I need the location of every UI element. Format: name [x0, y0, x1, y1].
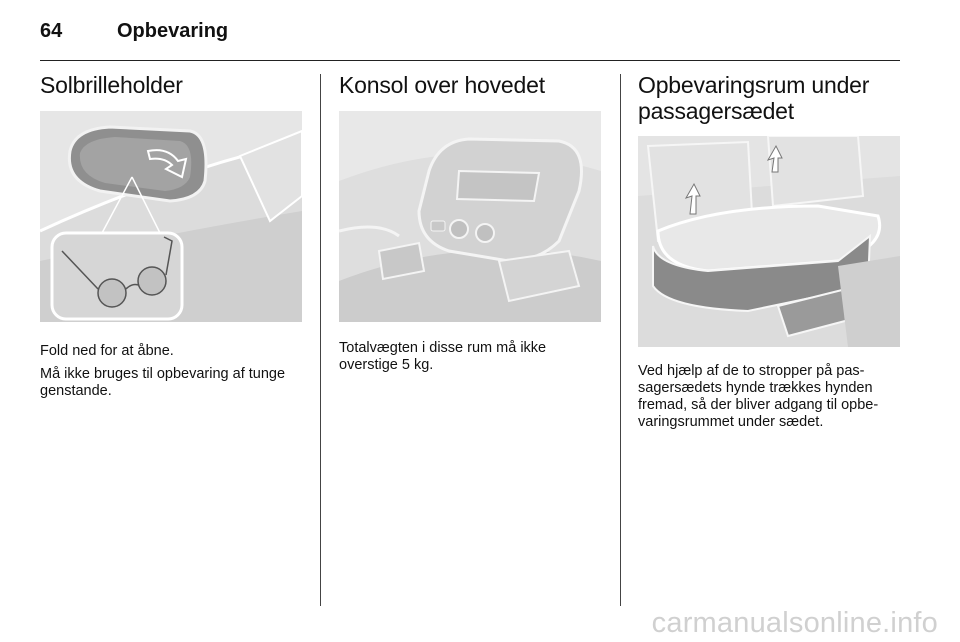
paragraph: Fold ned for at åbne.	[40, 343, 174, 359]
page-header	[40, 18, 900, 62]
illustration-underseat-storage	[638, 136, 900, 347]
chapter-title: Opbevaring	[117, 20, 229, 42]
illustration-sunglass-holder	[40, 111, 302, 322]
page-number: 64	[40, 20, 63, 42]
column-divider-1	[320, 74, 321, 606]
section-body-sunglass-holder	[40, 343, 308, 406]
section-heading: Opbevaringsrum under passagersædet	[638, 72, 870, 124]
section-underseat-storage	[638, 72, 900, 124]
section-sunglass-holder	[40, 72, 305, 98]
paragraph: Totalvægten i disse rum må ikke overstige 5 kg.	[339, 340, 547, 373]
section-heading: Konsol over hovedet	[339, 72, 545, 98]
column-divider-2	[620, 74, 621, 606]
illustration-overhead-console	[339, 111, 601, 322]
paragraph: Må ikke bruges til opbevaring af tunge genstande.	[40, 366, 286, 399]
section-heading: Solbrilleholder	[40, 72, 183, 98]
paragraph: Ved hjælp af de to stropper på pas-sagersædets hynde trækkes hynden fremad, så der bliver adgang til opbe-varingsrummet under sædet.	[638, 363, 879, 430]
watermark: carmanualsonline.info	[651, 607, 938, 639]
section-body-overhead-console	[339, 340, 601, 380]
section-body-underseat-storage	[638, 363, 902, 437]
header-rule	[40, 60, 900, 61]
section-overhead-console	[339, 72, 604, 98]
